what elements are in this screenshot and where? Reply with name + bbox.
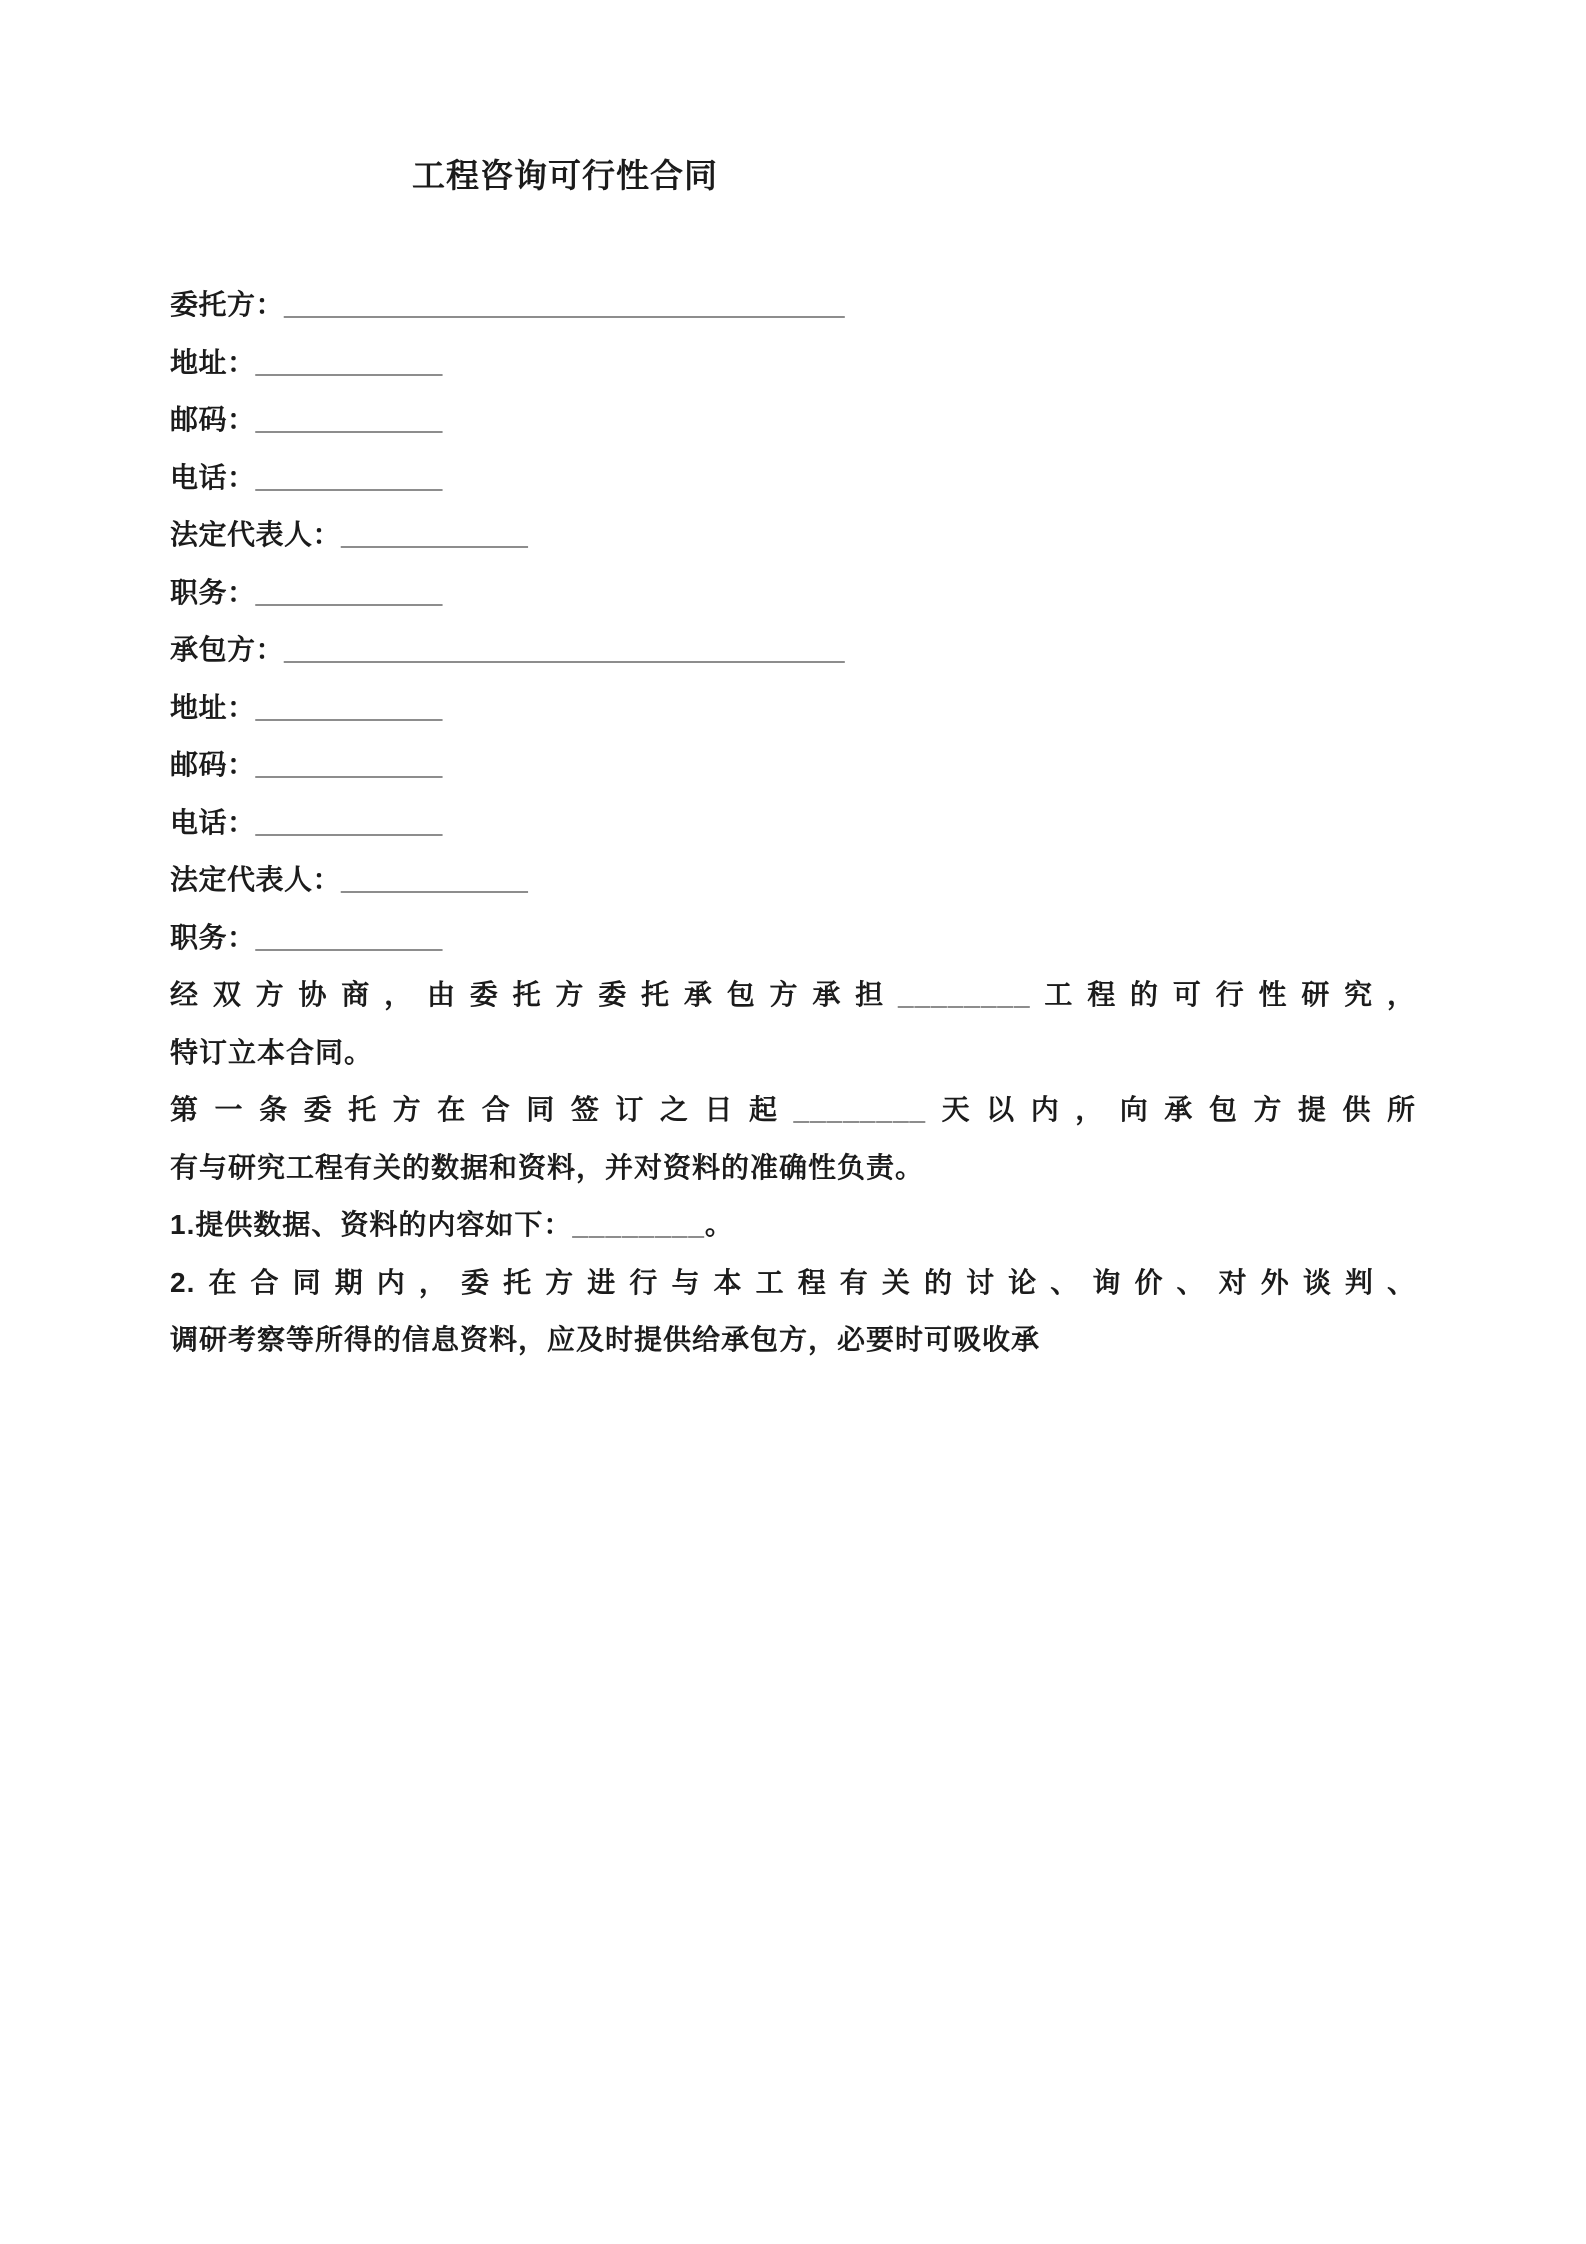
field-label: 法定代表人： [170,519,342,550]
field-blank-line: ____________ [255,461,443,493]
form-field-row [170,909,1416,967]
paragraph-line: 有与研究工程有关的数据和资料，并对资料的准确性负责。 [170,1151,925,1183]
paragraph-line: 经双方协商，由委托方委托承包方承担________工程的可行性研究， [170,979,1416,1010]
form-field-row [170,679,1416,737]
field-blank-line: ____________ [255,921,443,953]
form-field-row [170,506,1416,564]
form-field-row [170,391,1416,449]
field-label: 邮码： [170,749,256,780]
form-field-row [170,794,1416,852]
field-blank-line: ____________ [255,691,443,723]
field-blank-line: ____________ [255,749,443,780]
field-blank-line: ____________ [255,404,443,435]
field-blank-line: ____________ [255,346,443,378]
paragraph-line: 1.提供数据、资料的内容如下：________。 [170,1209,734,1240]
paragraph-line: 调研考察等所得的信息资料，应及时提供给承包方，必要时可吸收承 [170,1324,1041,1355]
paragraph-line: 特订立本合同。 [170,1036,374,1068]
field-label: 邮码： [170,404,256,435]
form-field-row [170,334,1416,392]
field-blank-line: ____________ [341,519,528,550]
field-blank-line: ____________ [255,576,443,608]
field-blank-line: ____________________________________ [284,634,845,665]
field-label: 地址： [170,691,256,723]
field-label: 法定代表人： [170,864,342,895]
form-field-row [170,564,1416,622]
document-title: 工程咨询可行性合同 [412,157,718,194]
field-blank-line: ____________________________________ [284,289,845,320]
field-label: 职务： [170,576,256,608]
field-blank-line: ____________ [255,806,443,838]
paragraph-line: 2.在合同期内，委托方进行与本工程有关的讨论、询价、对外谈判、 [170,1266,1416,1298]
field-label: 承包方： [170,634,285,665]
field-label: 委托方： [170,289,285,320]
field-blank-line: ____________ [341,864,528,895]
field-label: 电话： [170,461,256,493]
paragraph-line: 第一条委托方在合同签订之日起________天以内，向承包方提供所 [170,1094,1416,1125]
field-label: 职务： [170,921,256,953]
form-field-row [170,851,1416,909]
form-field-row [170,449,1416,507]
form-field-row [170,621,1416,679]
field-label: 电话： [170,806,256,838]
form-field-row [170,276,1416,334]
field-label: 地址： [170,346,256,378]
form-field-row [170,736,1416,794]
document-body [170,276,1416,1369]
